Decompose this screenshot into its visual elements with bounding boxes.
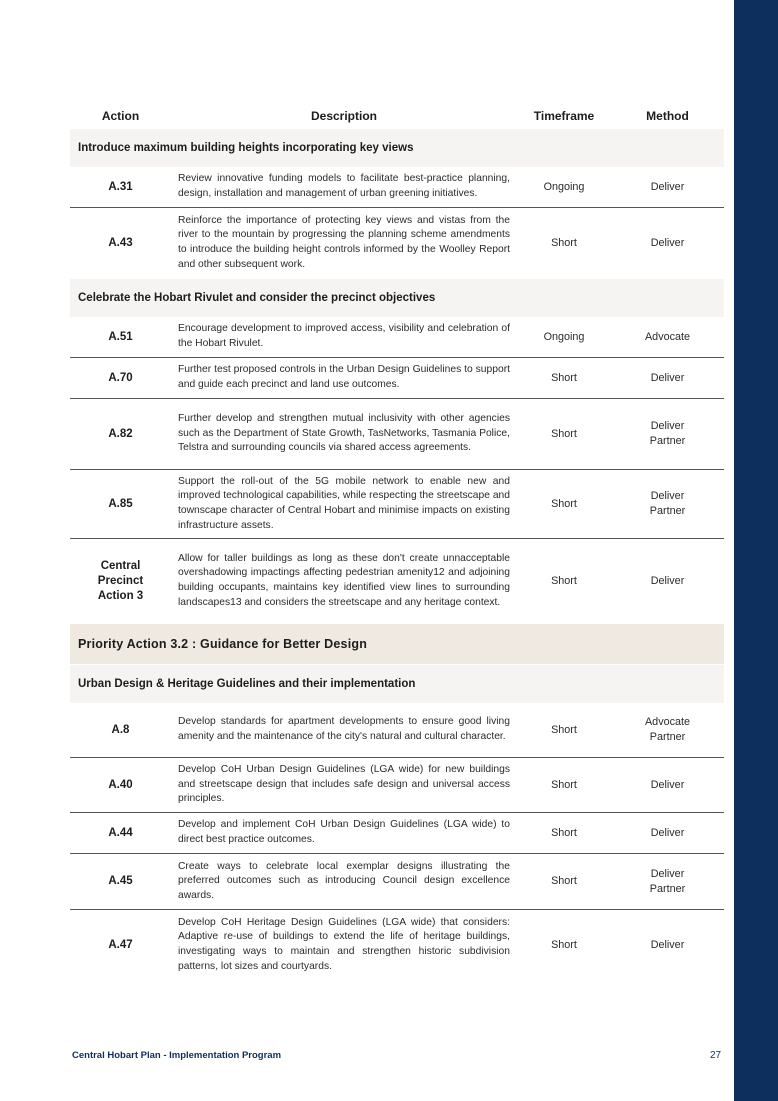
action-id: A.43 bbox=[108, 236, 133, 249]
table-header bbox=[70, 104, 724, 128]
action-timeframe: Short bbox=[551, 938, 577, 951]
action-timeframe: Short bbox=[551, 826, 577, 839]
table-row bbox=[70, 208, 724, 278]
header-action: Action bbox=[101, 109, 140, 123]
action-id: A.45 bbox=[108, 875, 133, 887]
action-description: Develop CoH Heritage Design Guidelines (LGA wide) that considers: Adaptive re-use of buildings to extend the life of heritage buildings, investigating ways to maintain and strengthen historic subdivision patterns, lot sizes and courtyards. bbox=[178, 916, 510, 972]
action-timeframe: Ongoing bbox=[543, 180, 585, 193]
action-id: A.47 bbox=[108, 938, 133, 951]
action-description: Reinforce the importance of protecting key views and vistas from the river to the mountain by progressing the planning scheme amendments to introduce the building height controls informed by the Woolley Report and other subsequent work. bbox=[178, 214, 510, 270]
table-row bbox=[70, 813, 724, 854]
section-heading: Introduce maximum building heights incorporating key views bbox=[70, 128, 724, 167]
action-timeframe: Short bbox=[551, 778, 577, 791]
action-description: Further test proposed controls in the Urban Design Guidelines to support and guide each precinct and land use outcomes. bbox=[178, 364, 510, 390]
table-row bbox=[70, 167, 724, 208]
action-method: Deliver bbox=[650, 938, 685, 951]
action-timeframe: Short bbox=[551, 875, 577, 888]
action-timeframe: Short bbox=[551, 371, 577, 384]
action-method: Deliver bbox=[650, 826, 685, 839]
table-row bbox=[70, 317, 724, 358]
sidebar-band bbox=[734, 0, 778, 1101]
table-row bbox=[70, 910, 724, 980]
action-timeframe: Short bbox=[551, 497, 577, 510]
action-description: Encourage development to improved access, visibility and celebration of the Hobart Rivulet. bbox=[178, 323, 510, 349]
section-heading: Urban Design & Heritage Guidelines and their implementation bbox=[70, 664, 724, 703]
action-table bbox=[70, 104, 724, 980]
priority-action-heading: Priority Action 3.2 : Guidance for Better Design bbox=[70, 623, 724, 664]
action-id: A.70 bbox=[108, 371, 133, 384]
action-description: Develop CoH Urban Design Guidelines (LGA wide) for new buildings and streetscape design that includes safe design and universal access principles. bbox=[178, 764, 510, 805]
header-method: Method bbox=[646, 109, 689, 123]
action-method: Advocate bbox=[644, 330, 691, 343]
action-id: A.31 bbox=[108, 180, 133, 193]
action-timeframe: Short bbox=[551, 723, 577, 736]
action-timeframe: Short bbox=[551, 236, 577, 249]
action-description: Further develop and strengthen mutual inclusivity with other agencies such as the Department of State Growth, TasNetworks, Tasmania Police, Telstra and surrounding councils via shared access agreements. bbox=[178, 413, 510, 454]
action-id: A.82 bbox=[108, 427, 133, 440]
action-id: A.8 bbox=[111, 723, 130, 736]
header-description: Description bbox=[310, 109, 377, 123]
action-method: Deliver bbox=[650, 778, 685, 791]
action-description: Create ways to celebrate local exemplar designs illustrating the preferred outcomes such as introducing Council design excellence awards. bbox=[178, 860, 510, 901]
action-id: A.44 bbox=[108, 826, 133, 839]
table-row bbox=[70, 399, 724, 470]
table-row bbox=[70, 470, 724, 539]
action-method: Deliver bbox=[650, 574, 685, 587]
table-row bbox=[70, 703, 724, 758]
table-row bbox=[70, 854, 724, 910]
action-description: Review innovative funding models to facilitate best-practice planning, design, installation and management of urban greening initiatives. bbox=[178, 173, 510, 199]
table-row bbox=[70, 358, 724, 399]
action-description: Allow for taller buildings as long as these don't create unnacceptable overshadowing impactings affecting pedestrian amenity12 and adjoining building occupants, maintains key identified view lines to surrounding landscapes13 and considers the streetscape and any heritage context. bbox=[178, 552, 510, 608]
action-timeframe: Short bbox=[551, 427, 577, 440]
action-id: A.85 bbox=[108, 497, 133, 510]
action-description: Develop standards for apartment developments to ensure good living amenity and the maintenance of the city's natural and cultural character. bbox=[178, 716, 510, 742]
action-method: Deliver bbox=[650, 236, 685, 249]
action-method: Deliver bbox=[650, 180, 685, 193]
action-method: Deliver bbox=[650, 371, 685, 384]
action-timeframe: Ongoing bbox=[543, 330, 585, 343]
action-description: Support the roll-out of the 5G mobile network to enable new and improved technological capabilities, while respecting the streetscape and townscape character of Central Hobart and minimise impacts on existing infrastructure assets. bbox=[178, 475, 510, 531]
header-timeframe: Timeframe bbox=[533, 109, 595, 123]
page-number: 27 bbox=[710, 1050, 722, 1061]
action-method: Advocate Partner bbox=[644, 716, 691, 743]
footer-title: Central Hobart Plan - Implementation Program bbox=[72, 1050, 282, 1061]
action-method: Deliver Partner bbox=[649, 867, 686, 895]
action-timeframe: Short bbox=[551, 574, 577, 587]
section-heading: Celebrate the Hobart Rivulet and consider the precinct objectives bbox=[70, 278, 724, 317]
table-row bbox=[70, 539, 724, 623]
table-row bbox=[70, 758, 724, 813]
action-method: Deliver Partner bbox=[649, 490, 686, 517]
action-description: Develop and implement CoH Urban Design Guidelines (LGA wide) to direct best practice outcomes. bbox=[178, 819, 510, 845]
action-id: A.40 bbox=[108, 778, 133, 791]
action-id: A.51 bbox=[108, 330, 133, 343]
action-id: Central Precinct Action 3 bbox=[97, 559, 144, 602]
action-method: Deliver Partner bbox=[649, 420, 686, 447]
